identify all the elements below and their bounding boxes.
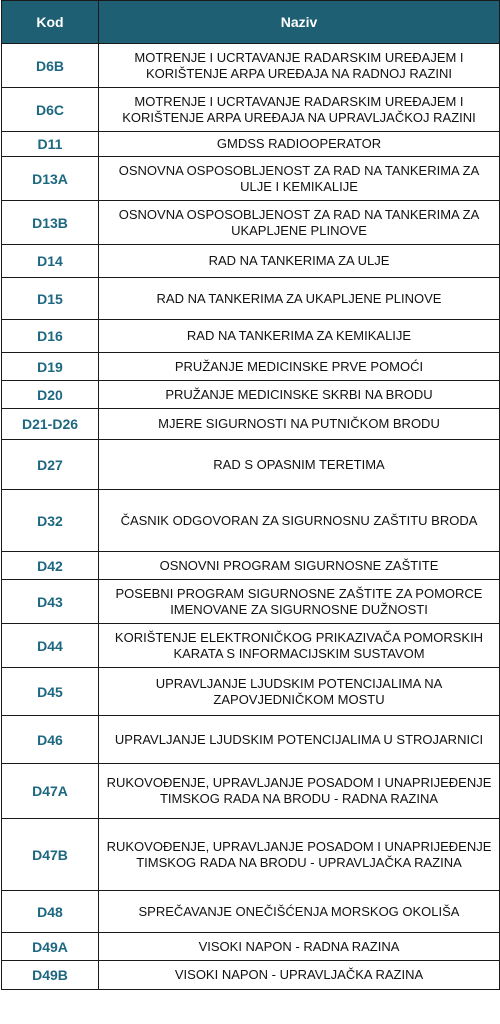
course-code: D47A (2, 764, 99, 819)
course-code: D32 (2, 490, 99, 552)
course-code: D45 (2, 668, 99, 716)
course-code: D20 (2, 381, 99, 409)
course-code: D47B (2, 819, 99, 891)
table-row (2, 716, 500, 764)
course-code: D11 (2, 132, 99, 157)
course-name: PRUŽANJE MEDICINSKE SKRBI NA BRODU (99, 381, 500, 409)
table-row (2, 278, 500, 320)
course-name: MOTRENJE I UCRTAVANJE RADARSKIM UREĐAJEM I KORIŠTENJE ARPA UREĐAJA NA RADNOJ RAZINI (99, 44, 500, 88)
course-code: D44 (2, 624, 99, 668)
table-row (2, 320, 500, 353)
course-name: RUKOVOĐENJE, UPRAVLJANJE POSADOM I UNAPRIJEĐENJE TIMSKOG RADA NA BRODU - UPRAVLJAČKA RAZINA (99, 819, 500, 891)
table-row (2, 409, 500, 440)
course-code: D46 (2, 716, 99, 764)
course-name: GMDSS RADIOOPERATOR (99, 132, 500, 157)
course-code: D43 (2, 580, 99, 624)
course-code: D6C (2, 88, 99, 132)
course-name: OSNOVNA OSPOSOBLJENOST ZA RAD NA TANKERIMA ZA ULJE I KEMIKALIJE (99, 157, 500, 201)
course-code: D48 (2, 891, 99, 933)
course-name: SPREČAVANJE ONEČIŠĆENJA MORSKOG OKOLIŠA (99, 891, 500, 933)
table-row (2, 353, 500, 381)
course-code: D14 (2, 245, 99, 278)
table-row (2, 132, 500, 157)
course-name: POSEBNI PROGRAM SIGURNOSNE ZAŠTITE ZA POMORCE IMENOVANE ZA SIGURNOSNE DUŽNOSTI (99, 580, 500, 624)
table-row (2, 245, 500, 278)
table-row (2, 381, 500, 409)
course-name: VISOKI NAPON - RADNA RAZINA (99, 933, 500, 961)
course-code: D13A (2, 157, 99, 201)
table-row (2, 88, 500, 132)
table-row (2, 490, 500, 552)
header-code: Kod (2, 1, 99, 44)
header-name: Naziv (99, 1, 500, 44)
table-row (2, 201, 500, 245)
table-row (2, 44, 500, 88)
course-code: D49B (2, 961, 99, 990)
table-row (2, 157, 500, 201)
course-name: OSNOVNA OSPOSOBLJENOST ZA RAD NA TANKERIMA ZA UKAPLJENE PLINOVE (99, 201, 500, 245)
table-body (2, 44, 500, 990)
table-row (2, 624, 500, 668)
course-code: D49A (2, 933, 99, 961)
course-name: ČASNIK ODGOVORAN ZA SIGURNOSNU ZAŠTITU BRODA (99, 490, 500, 552)
course-name: VISOKI NAPON - UPRAVLJAČKA RAZINA (99, 961, 500, 990)
table-row (2, 891, 500, 933)
course-name: KORIŠTENJE ELEKTRONIČKOG PRIKAZIVAČA POMORSKIH KARATA S INFORMACIJSKIM SUSTAVOM (99, 624, 500, 668)
course-code: D27 (2, 440, 99, 490)
course-name: MOTRENJE I UCRTAVANJE RADARSKIM UREĐAJEM I KORIŠTENJE ARPA UREĐAJA NA UPRAVLJAČKOJ RAZINI (99, 88, 500, 132)
course-code: D13B (2, 201, 99, 245)
course-code: D42 (2, 552, 99, 580)
course-name: UPRAVLJANJE LJUDSKIM POTENCIJALIMA NA ZAPOVJEDNIČKOM MOSTU (99, 668, 500, 716)
table-row (2, 552, 500, 580)
course-name: OSNOVNI PROGRAM SIGURNOSNE ZAŠTITE (99, 552, 500, 580)
table-row (2, 933, 500, 961)
table-row (2, 668, 500, 716)
course-code: D6B (2, 44, 99, 88)
course-name: RAD NA TANKERIMA ZA ULJE (99, 245, 500, 278)
table-row (2, 440, 500, 490)
table-header-row (2, 1, 500, 44)
course-name: RUKOVOĐENJE, UPRAVLJANJE POSADOM I UNAPRIJEĐENJE TIMSKOG RADA NA BRODU - RADNA RAZINA (99, 764, 500, 819)
table-row (2, 580, 500, 624)
table-row (2, 764, 500, 819)
course-name: MJERE SIGURNOSTI NA PUTNIČKOM BRODU (99, 409, 500, 440)
course-code: D16 (2, 320, 99, 353)
course-name: RAD S OPASNIM TERETIMA (99, 440, 500, 490)
course-name: PRUŽANJE MEDICINSKE PRVE POMOĆI (99, 353, 500, 381)
course-name: RAD NA TANKERIMA ZA KEMIKALIJE (99, 320, 500, 353)
courses-table (1, 0, 500, 990)
course-code: D19 (2, 353, 99, 381)
table-row (2, 819, 500, 891)
course-name: UPRAVLJANJE LJUDSKIM POTENCIJALIMA U STROJARNICI (99, 716, 500, 764)
course-code: D15 (2, 278, 99, 320)
table-row (2, 961, 500, 990)
course-name: RAD NA TANKERIMA ZA UKAPLJENE PLINOVE (99, 278, 500, 320)
course-code: D21-D26 (2, 409, 99, 440)
